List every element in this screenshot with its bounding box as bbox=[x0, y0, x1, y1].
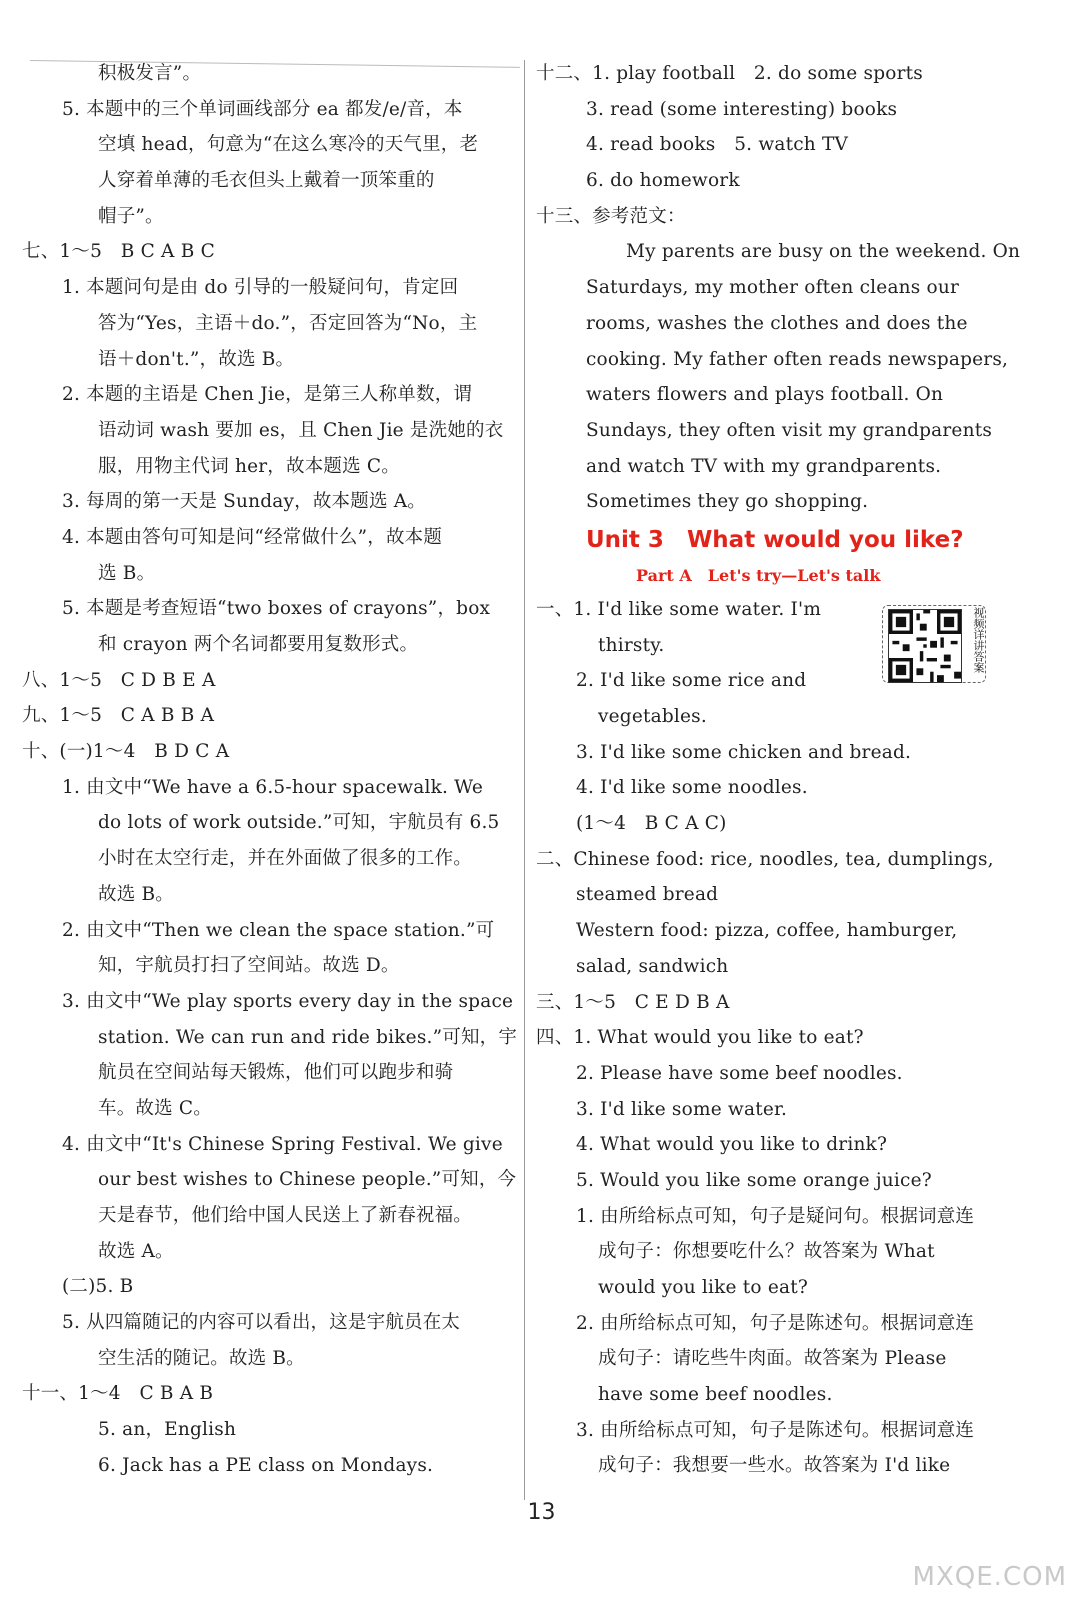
text-line: 成句子：请吃些牛肉面。故答案为 Please bbox=[598, 1348, 947, 1370]
text-line: 1. 本题问句是由 do 引导的一般疑问句，肯定回 bbox=[62, 277, 459, 299]
text-line: our best wishes to Chinese people.”可知，今 bbox=[98, 1169, 517, 1191]
text-line: have some beef noodles. bbox=[598, 1384, 833, 1406]
essay-line: rooms, washes the clothes and does the bbox=[586, 312, 968, 334]
column-divider bbox=[524, 60, 525, 1500]
text-line: 人穿着单薄的毛衣但头上戴着一顶笨重的 bbox=[98, 170, 435, 192]
text-line: 语动词 wash 要加 es，且 Chen Jie 是洗她的衣 bbox=[98, 419, 504, 441]
section-heading: 三、1～5 C E D B A bbox=[536, 991, 730, 1013]
right-column bbox=[536, 56, 1056, 1484]
text-line: 4. I'd like some noodles. bbox=[576, 777, 808, 799]
text-line: (二)5. B bbox=[62, 1276, 134, 1298]
text-line: 4. What would you like to drink? bbox=[576, 1134, 888, 1156]
text-line: 5. 本题中的三个单词画线部分 ea 都发/e/音，本 bbox=[62, 98, 463, 120]
watermark bbox=[867, 1512, 1067, 1592]
text-line: station. We can run and ride bikes.”可知，宇 bbox=[98, 1026, 518, 1048]
essay-line: My parents are busy on the weekend. On bbox=[626, 241, 1021, 263]
text-line: 帽子”。 bbox=[98, 205, 164, 227]
text-line: thirsty. bbox=[598, 634, 665, 656]
unit-title: Unit 3 What would you like? bbox=[586, 526, 964, 553]
text-line: 6. do homework bbox=[586, 170, 740, 192]
section-heading: 一、1. I'd like some water. I'm bbox=[536, 598, 822, 620]
section-heading: 九、1～5 C A B B A bbox=[22, 705, 215, 727]
watermark-text: MXQE.COM bbox=[912, 1562, 1067, 1592]
text-line: 4. 由文中“It's Chinese Spring Festival. We give bbox=[62, 1133, 503, 1155]
essay-line: Saturdays, my mother often cleans our bbox=[586, 277, 960, 299]
text-line: 车。故选 C。 bbox=[98, 1097, 212, 1119]
section-heading: 十、(一)1～4 B D C A bbox=[22, 741, 230, 763]
section-heading: 十二、1. play football 2. do some sports bbox=[536, 63, 923, 84]
text-line: 2. 由所给标点可知，句子是陈述句。根据词意连 bbox=[576, 1312, 975, 1334]
text-line: 知，宇航员打扫了空间站。故选 D。 bbox=[98, 955, 400, 977]
essay-line: Sometimes they go shopping. bbox=[586, 491, 869, 513]
essay-line: Sundays, they often visit my grandparents bbox=[586, 419, 993, 441]
text-line: 6. Jack has a PE class on Mondays. bbox=[98, 1454, 434, 1476]
text-line: 2. 本题的主语是 Chen Jie，是第三人称单数，谓 bbox=[62, 384, 473, 406]
text-line: 2. I'd like some rice and bbox=[576, 670, 807, 692]
essay-line: waters flowers and plays football. On bbox=[586, 384, 944, 406]
text-line: 5. 本题是考查短语“two boxes of crayons”，box bbox=[62, 598, 491, 620]
page-number: 13 bbox=[527, 1500, 556, 1525]
text-line: 成句子：你想要吃什么？故答案为 What bbox=[598, 1241, 935, 1263]
section-heading: 四、1. What would you like to eat? bbox=[536, 1027, 864, 1049]
essay-line: and watch TV with my grandparents. bbox=[586, 455, 942, 477]
text-line: 故选 A。 bbox=[98, 1240, 174, 1262]
text-line: 4. 本题由答句可知是问“经常做什么”，故本题 bbox=[62, 526, 443, 548]
text-line: would you like to eat? bbox=[598, 1277, 808, 1298]
text-line: Western food: pizza, coffee, hamburger, bbox=[576, 920, 958, 942]
text-line: 语＋don't.”，故选 B。 bbox=[98, 348, 295, 370]
text-line: 3. 每周的第一天是 Sunday，故本题选 A。 bbox=[62, 491, 426, 513]
section-heading: 二、Chinese food: rice, noodles, tea, dumplings, bbox=[536, 848, 994, 870]
text-line: 选 B。 bbox=[98, 562, 156, 584]
text-line: 4. read books 5. watch TV bbox=[586, 134, 849, 156]
text-line: 1. 由文中“We have a 6.5-hour spacewalk. We bbox=[62, 776, 484, 798]
qr-code-icon bbox=[888, 609, 962, 683]
section-heading: 十三、参考范文： bbox=[536, 205, 686, 227]
text-line: 和 crayon 两个名词都要用复数形式。 bbox=[98, 634, 419, 655]
text-line: 3. I'd like some chicken and bread. bbox=[576, 741, 912, 763]
text-line: (1～4 B C A C) bbox=[576, 813, 727, 835]
left-column bbox=[22, 56, 518, 1484]
qr-code-badge[interactable] bbox=[882, 605, 986, 683]
text-line: 1. 由所给标点可知，句子是疑问句。根据词意连 bbox=[576, 1205, 975, 1227]
qr-label: 视频详讲答案 bbox=[972, 607, 985, 673]
text-line: 成句子：我想要一些水。故答案为 I'd like bbox=[598, 1455, 951, 1477]
part-title: Part A Let's try—Let's talk bbox=[636, 565, 881, 585]
text-line: vegetables. bbox=[598, 706, 707, 727]
text-line: 3. I'd like some water. bbox=[576, 1098, 788, 1120]
text-line: 5. Would you like some orange juice? bbox=[576, 1169, 932, 1191]
section-heading: 八、1～5 C D B E A bbox=[22, 669, 216, 691]
text-line: salad, sandwich bbox=[576, 955, 729, 977]
text-line: 故选 B。 bbox=[98, 883, 174, 905]
text-line: 5. an，English bbox=[98, 1419, 237, 1441]
text-line: steamed bread bbox=[576, 884, 719, 906]
section-heading: 七、1～5 B C A B C bbox=[22, 241, 215, 263]
text-line: 天是春节，他们给中国人民送上了新春祝福。 bbox=[98, 1205, 473, 1226]
text-line: 航员在空间站每天锻炼，他们可以跑步和骑 bbox=[98, 1062, 454, 1084]
text-line: 3. 由文中“We play sports every day in the space bbox=[62, 990, 514, 1012]
text-line: 小时在太空行走，并在外面做了很多的工作。 bbox=[98, 848, 473, 870]
text-line: 2. Please have some beef noodles. bbox=[576, 1062, 903, 1084]
text-line: 3. read (some interesting) books bbox=[586, 98, 898, 120]
text-line: 答为“Yes，主语＋do.”，否定回答为“No，主 bbox=[98, 312, 478, 334]
section-heading: 十一、1～4 C B A B bbox=[22, 1383, 214, 1405]
text-line: 积极发言”。 bbox=[98, 63, 202, 84]
essay-line: cooking. My father often reads newspapers, bbox=[586, 348, 1009, 370]
text-line: 服，用物主代词 her，故本题选 C。 bbox=[98, 455, 400, 477]
text-line: 5. 从四篇随记的内容可以看出，这是宇航员在太 bbox=[62, 1312, 461, 1334]
text-line: 空填 head，句意为“在这么寒冷的天气里，老 bbox=[98, 134, 479, 156]
text-line: 2. 由文中“Then we clean the space station.”可 bbox=[62, 919, 495, 941]
text-line: 空生活的随记。故选 B。 bbox=[98, 1347, 305, 1369]
text-line: do lots of work outside.”可知，宇航员有 6.5 bbox=[98, 812, 500, 834]
text-line: 3. 由所给标点可知，句子是陈述句。根据词意连 bbox=[576, 1419, 975, 1441]
